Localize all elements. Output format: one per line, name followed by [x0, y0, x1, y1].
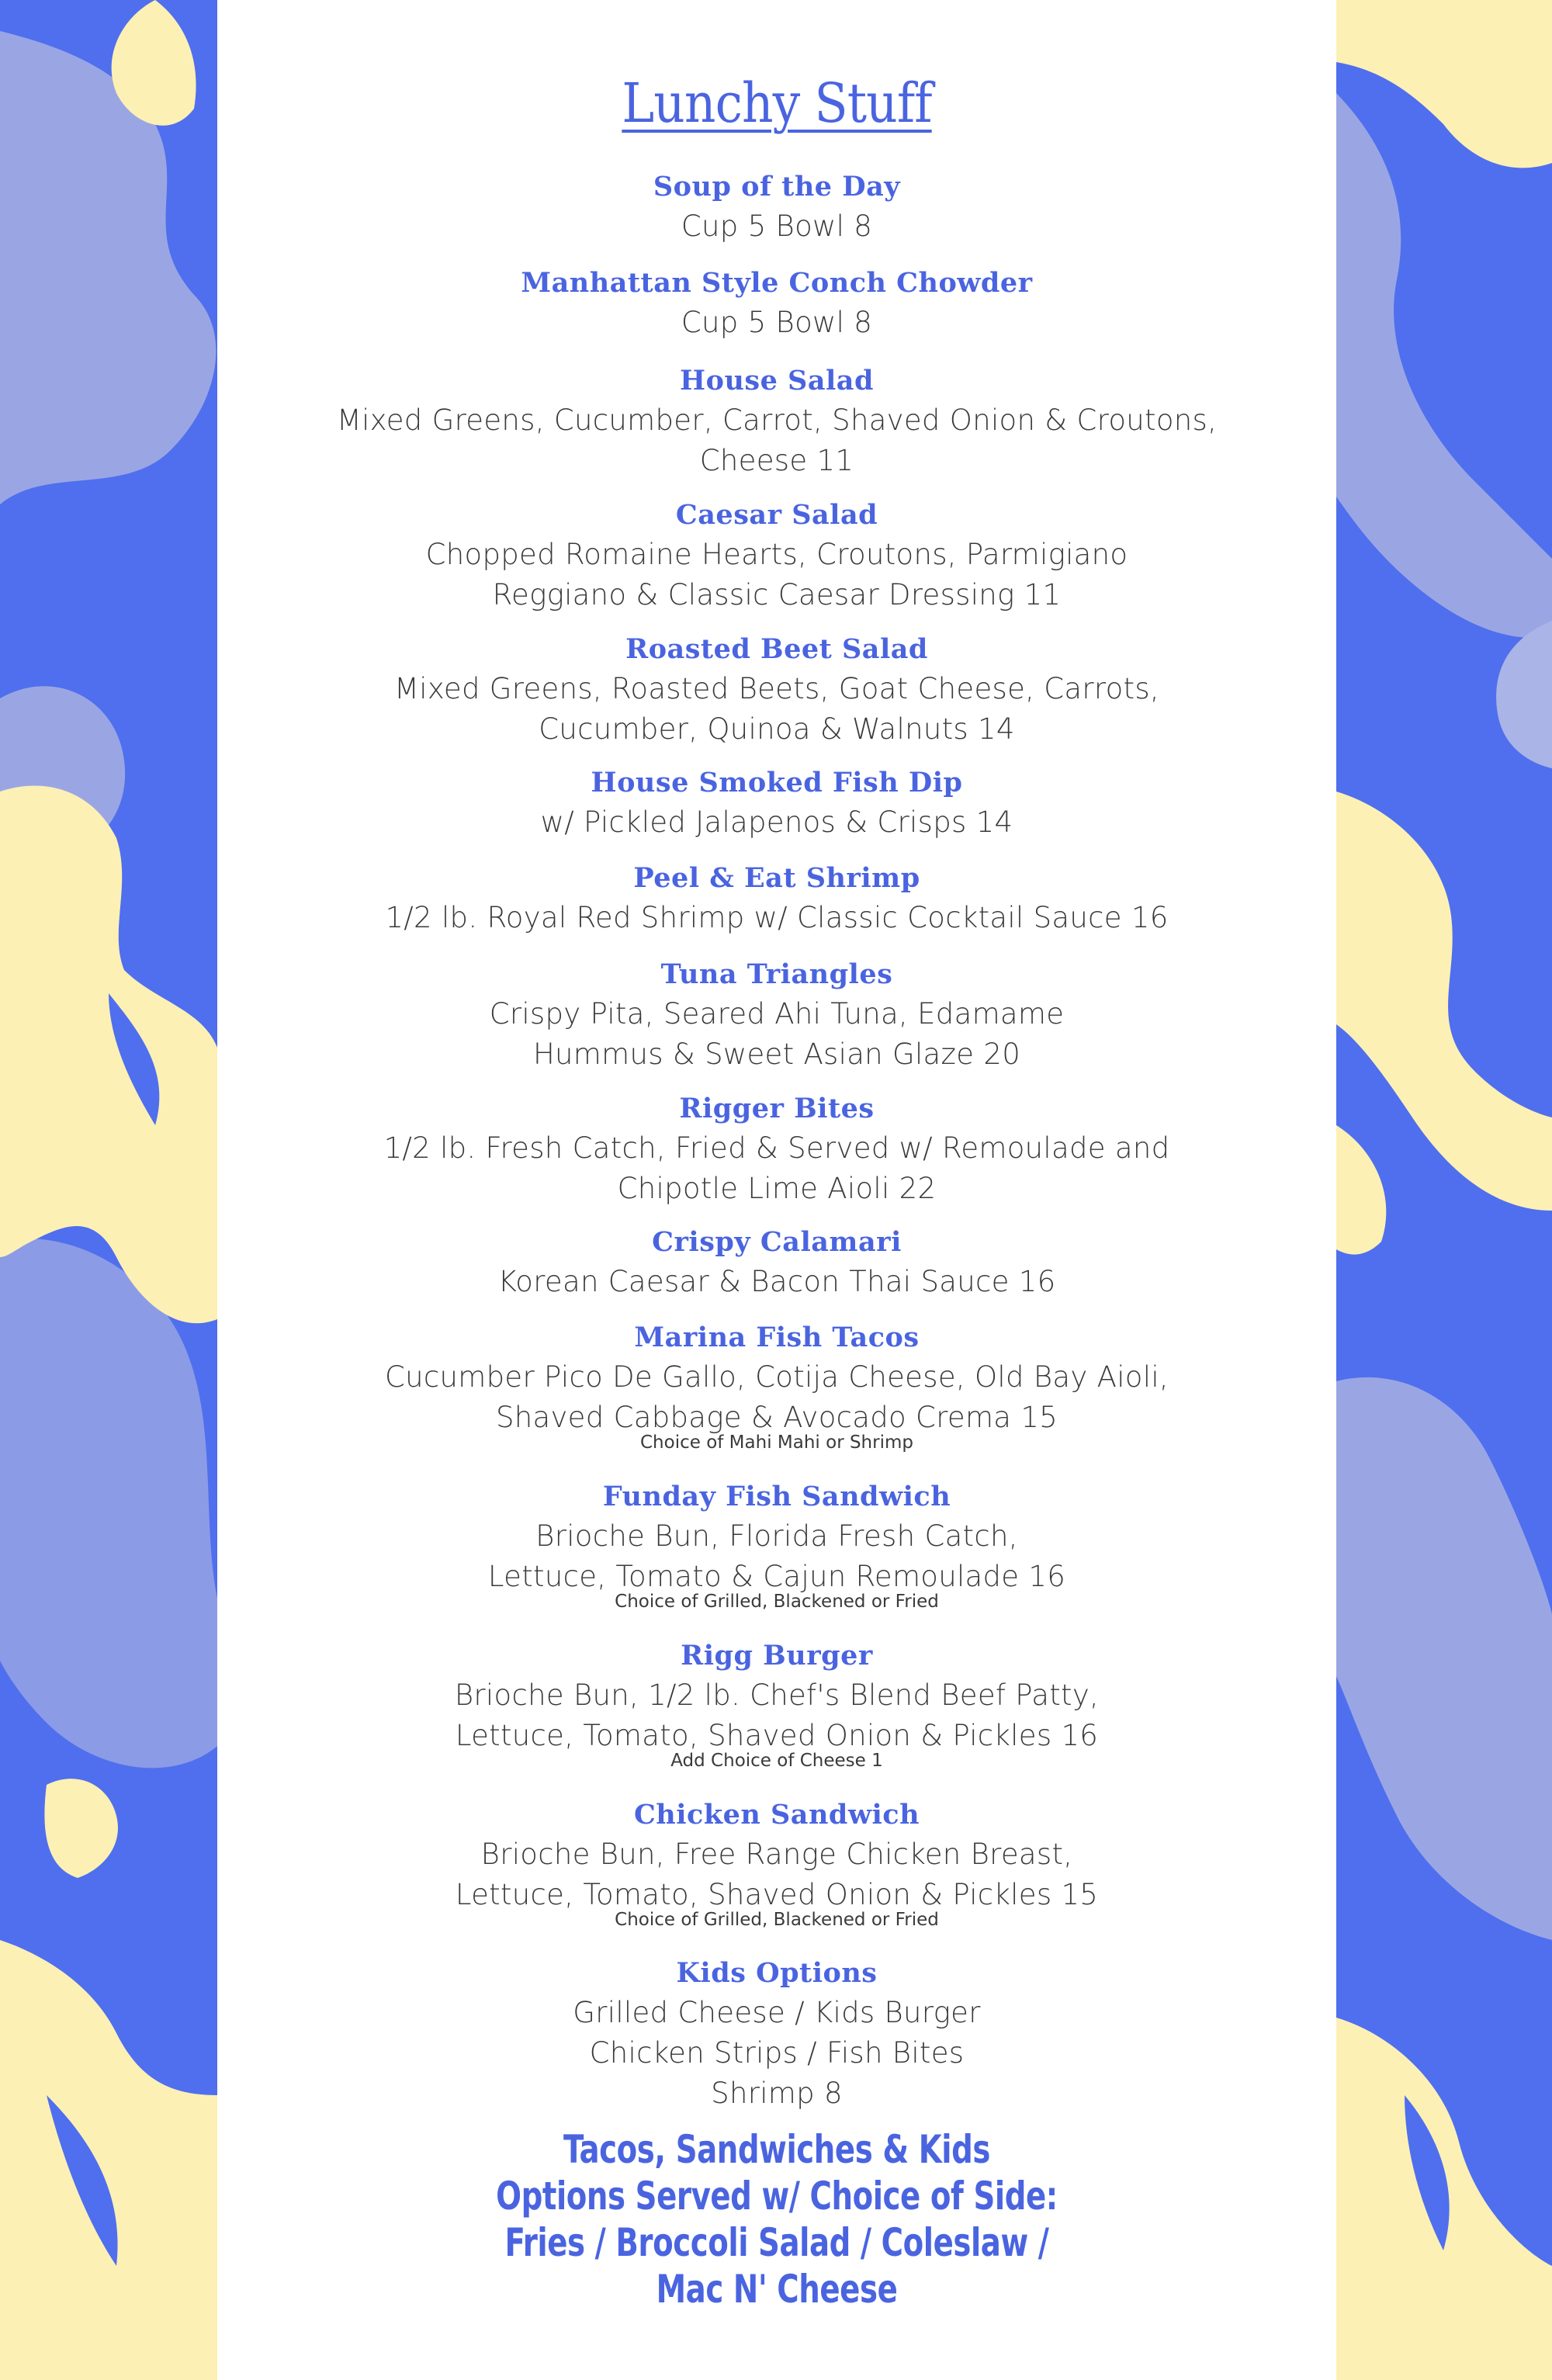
menu-item-desc: Mixed Greens, Roasted Beets, Goat Cheese, Carrots,: [394, 672, 1159, 705]
footer-line: Fries / Broccoli Salad / Coleslaw /: [504, 2220, 1049, 2265]
menu-item: [217, 362, 1336, 481]
menu-item-desc: Cheese 11: [699, 444, 854, 477]
menu-item-desc: Cup 5 Bowl 8: [681, 306, 873, 339]
menu-item: [217, 1637, 1336, 1770]
menu-item-desc: Shaved Cabbage & Avocado Crema 15: [495, 1401, 1058, 1434]
sides-footer: [296, 2126, 1258, 2312]
menu-item-name: Crispy Calamari: [652, 1226, 902, 1258]
menu-item: [217, 1318, 1336, 1452]
footer-line: Tacos, Sandwiches & Kids: [563, 2127, 990, 2172]
menu-item-desc: Lettuce, Tomato & Cajun Remoulade 16: [487, 1560, 1066, 1593]
menu-item-name: Kids Options: [676, 1957, 878, 1989]
menu-item-name: Rigg Burger: [681, 1640, 873, 1672]
menu-item-desc: Cucumber, Quinoa & Walnuts 14: [539, 712, 1015, 746]
menu-item-desc: Brioche Bun, Florida Fresh Catch,: [535, 1519, 1018, 1553]
menu-item-desc: 1/2 lb. Fresh Catch, Fried & Served w/ Remoulade and: [383, 1131, 1170, 1165]
menu-item: [217, 168, 1336, 247]
menu-title: Lunchy Stuff: [622, 71, 932, 135]
menu-item-name: Rigger Bites: [679, 1093, 875, 1124]
menu-item-name: Marina Fish Tacos: [634, 1322, 920, 1353]
menu-item: [217, 1090, 1336, 1209]
menu-item: [217, 264, 1336, 343]
menu-item-note: Choice of Grilled, Blackened or Fried: [615, 1910, 939, 1930]
menu-item: [217, 630, 1336, 750]
menu-item: [217, 1223, 1336, 1302]
menu-item: [217, 955, 1336, 1075]
menu-item-note: Add Choice of Cheese 1: [670, 1751, 883, 1771]
menu-item-name: Tuna Triangles: [660, 958, 893, 990]
menu-item-desc: w/ Pickled Jalapenos & Crisps 14: [540, 805, 1013, 839]
menu-item-desc: Hummus & Sweet Asian Glaze 20: [532, 1038, 1021, 1071]
menu-item-desc: Mixed Greens, Cucumber, Carrot, Shaved Onion & Croutons,: [336, 404, 1218, 437]
menu-item: [217, 1796, 1336, 1929]
footer-line: Options Served w/ Choice of Side:: [496, 2174, 1058, 2219]
menu-item-desc: Brioche Bun, Free Range Chicken Breast,: [480, 1838, 1073, 1871]
menu-item-note: Choice of Mahi Mahi or Shrimp: [640, 1433, 913, 1453]
menu-item: [217, 1478, 1336, 1611]
menu-item-desc: Brioche Bun, 1/2 lb. Chef's Blend Beef Patty,: [454, 1678, 1100, 1712]
menu-item-desc: Cup 5 Bowl 8: [681, 210, 873, 243]
menu-item-desc: Shrimp 8: [711, 2077, 843, 2110]
menu-item-name: Funday Fish Sandwich: [602, 1481, 951, 1512]
menu-item-desc: Lettuce, Tomato, Shaved Onion & Pickles 16: [455, 1719, 1099, 1752]
menu-item-desc: Korean Caesar & Bacon Thai Sauce 16: [497, 1265, 1056, 1298]
menu-item-desc: Chopped Romaine Hearts, Croutons, Parmigiano: [425, 538, 1128, 571]
menu-item-name: Chicken Sandwich: [633, 1799, 920, 1831]
menu-item-name: House Smoked Fish Dip: [591, 767, 963, 799]
menu-item-name: Caesar Salad: [675, 499, 878, 531]
menu-item-name: Manhattan Style Conch Chowder: [521, 267, 1033, 299]
menu-item-name: Peel & Eat Shrimp: [633, 862, 920, 894]
menu-item-desc: 1/2 lb. Royal Red Shrimp w/ Classic Cocktail Sauce 16: [385, 901, 1169, 934]
menu-item-desc: Cucumber Pico De Gallo, Cotija Cheese, Old Bay Aioli,: [385, 1360, 1169, 1394]
menu-item-desc: Grilled Cheese / Kids Burger: [573, 1996, 981, 2029]
menu-item: [217, 859, 1336, 938]
menu-item-desc: Lettuce, Tomato, Shaved Onion & Pickles 15: [455, 1878, 1099, 1911]
menu-item-desc: Chipotle Lime Aioli 22: [617, 1172, 937, 1205]
menu-item: [217, 496, 1336, 615]
footer-line: Mac N' Cheese: [656, 2267, 898, 2312]
menu-item: [217, 764, 1336, 843]
menu-item-desc: Chicken Strips / Fish Bites: [589, 2036, 965, 2070]
menu-panel: [217, 0, 1336, 2380]
menu-item-desc: Crispy Pita, Seared Ahi Tuna, Edamame: [489, 997, 1065, 1031]
menu-item: [217, 1954, 1336, 2114]
menu-item-desc: Reggiano & Classic Caesar Dressing 11: [492, 578, 1062, 611]
menu-item-name: House Salad: [680, 365, 874, 397]
menu-item-name: Soup of the Day: [653, 171, 901, 203]
menu-item-note: Choice of Grilled, Blackened or Fried: [615, 1592, 939, 1612]
menu-item-name: Roasted Beet Salad: [625, 633, 928, 665]
